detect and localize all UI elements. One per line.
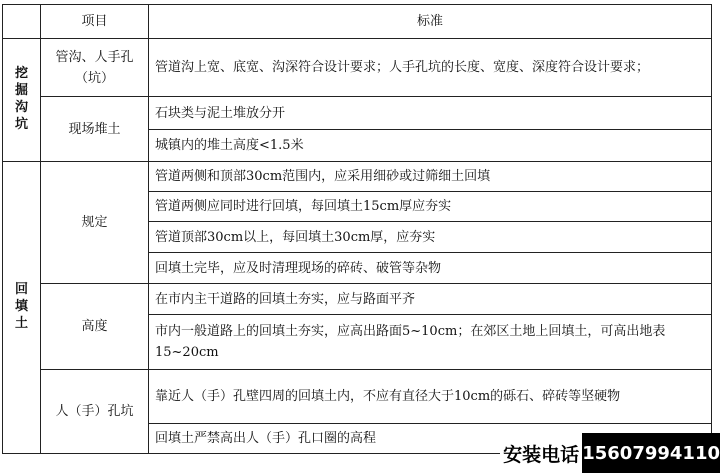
table-row (3, 97, 712, 130)
standard-cell: 管道两侧应同时进行回填，每回填土15cm厚应夯实 (149, 192, 712, 222)
standard-cell: 回填土完毕，应及时清理现场的碎砖、破管等杂物 (149, 253, 712, 284)
table-row (3, 370, 712, 424)
category-cell: 挖掘沟坑 (3, 39, 41, 162)
header-category (3, 5, 41, 39)
standard-cell: 靠近人（手）孔壁四周的回填土内，不应有直径大于10cm的砾石、碎砖等坚硬物 (149, 370, 712, 424)
table-row (3, 39, 712, 97)
contact-label: 安装电话 (500, 433, 582, 473)
item-cell: 管沟、人手孔（坑） (41, 39, 149, 97)
standards-table (2, 4, 712, 454)
table-header-row (3, 5, 712, 39)
item-cell: 规定 (41, 162, 149, 284)
standard-cell: 石块类与泥土堆放分开 (149, 97, 712, 130)
standard-cell: 城镇内的堆土高度<1.5米 (149, 130, 712, 162)
standard-cell: 管道两侧和顶部30cm范围内，应采用细砂或过筛细土回填 (149, 162, 712, 192)
item-cell: 高度 (41, 284, 149, 370)
item-cell: 现场堆土 (41, 97, 149, 162)
header-standard: 标准 (149, 5, 712, 39)
standard-cell: 在市内主干道路的回填土夯实，应与路面平齐 (149, 284, 712, 315)
header-item: 项目 (41, 5, 149, 39)
contact-banner (500, 433, 720, 473)
category-cell: 回填土 (3, 162, 41, 454)
standard-cell: 管道沟上宽、底宽、沟深符合设计要求；人手孔坑的长度、宽度、深度符合设计要求； (149, 39, 712, 97)
standard-cell: 管道顶部30cm以上，每回填土30cm厚，应夯实 (149, 222, 712, 253)
table-row (3, 162, 712, 192)
standard-cell: 市内一般道路上的回填土夯实，应高出路面5~10cm；在郊区土地上回填土，可高出地表15~20cm (149, 315, 712, 370)
item-cell: 人（手）孔坑 (41, 370, 149, 454)
table-row (3, 284, 712, 315)
standard-cell: 回填土严禁高出人（手）孔口圈的高程 (149, 424, 712, 454)
contact-number[interactable]: 15607994110 (582, 433, 720, 473)
